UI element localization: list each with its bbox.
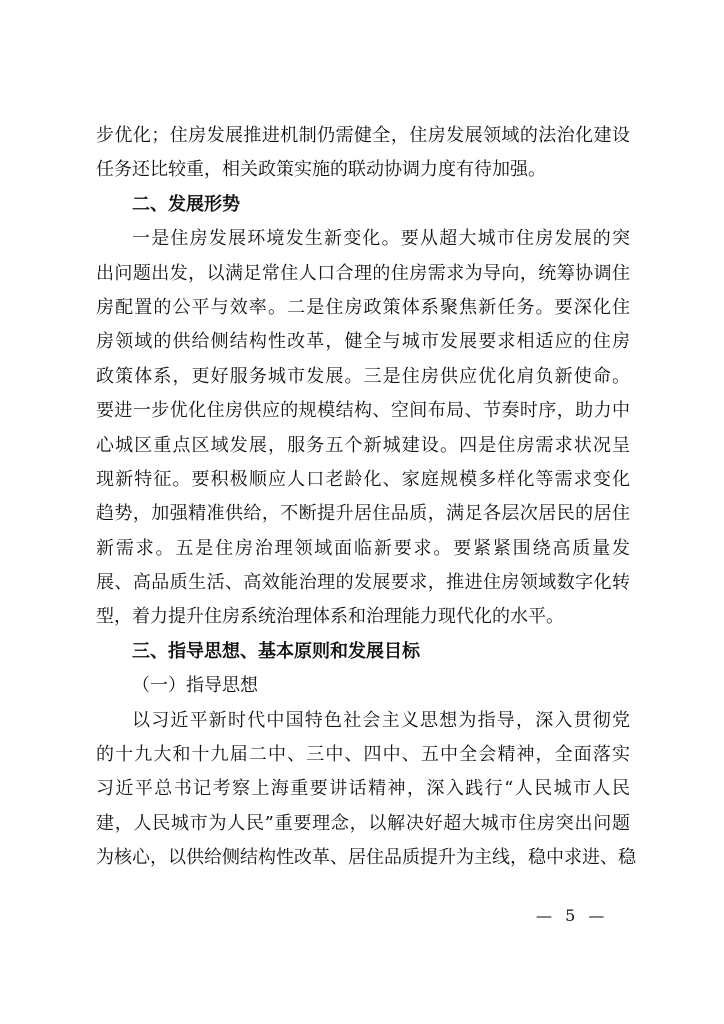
paragraph-line: 趋势，加强精准供给，不断提升居住品质，满足各层次居民的居住 [96, 503, 630, 525]
paragraph-line: 展、高品质生活、高效能治理的发展要求，推进住房领域数字化转 [96, 572, 630, 594]
paragraph-line: 一是住房发展环境发生新变化。要从超大城市住房发展的突 [132, 228, 630, 250]
paragraph-line: 建，人民城市为人民”重要理念，以解决好超大城市住房突出问题 [96, 812, 630, 834]
subsection-heading-guiding-ideology: （一）指导思想 [132, 675, 258, 697]
section-heading-guiding-ideology-principles-goals: 三、指导思想、基本原则和发展目标 [132, 640, 420, 662]
page-number: — 5 — [536, 906, 609, 925]
paragraph-line: 心城区重点区域发展，服务五个新城建设。四是住房需求状况呈 [96, 434, 630, 456]
paragraph-line: 习近平总书记考察上海重要讲话精神，深入践行“人民城市人民 [96, 778, 630, 800]
paragraph-line: 的十九大和十九届二中、三中、四中、五中全会精神，全面落实 [96, 744, 630, 766]
paragraph-line: 房配置的公平与效率。二是住房政策体系聚焦新任务。要深化住 [96, 296, 630, 318]
section-heading-development-situation: 二、发展形势 [132, 193, 240, 215]
paragraph-line: 以习近平新时代中国特色社会主义思想为指导，深入贯彻党 [132, 709, 630, 731]
paragraph-line: 新需求。五是住房治理领域面临新要求。要紧紧围绕高质量发 [96, 537, 630, 559]
paragraph-line: 出问题出发，以满足常住人口合理的住房需求为导向，统筹协调住 [96, 262, 630, 284]
paragraph-line: 政策体系，更好服务城市发展。三是住房供应优化肩负新使命。 [96, 365, 630, 387]
paragraph-line: 任务还比较重，相关政策实施的联动协调力度有待加强。 [96, 159, 546, 181]
paragraph-line: 要进一步优化住房供应的规模结构、空间布局、节奏时序，助力中 [96, 400, 630, 422]
paragraph-line: 步优化；住房发展推进机制仍需健全，住房发展领域的法治化建设 [96, 125, 630, 146]
paragraph-line: 现新特征。要积极顺应人口老龄化、家庭规模多样化等需求变化 [96, 468, 630, 490]
paragraph-line: 为核心，以供给侧结构性改革、居住品质提升为主线，稳中求进、稳 [96, 847, 636, 869]
document-body [96, 119, 636, 876]
paragraph-line: 型，着力提升住房系统治理体系和治理能力现代化的水平。 [96, 606, 564, 628]
paragraph-line: 房领域的供给侧结构性改革，健全与城市发展要求相适应的住房 [96, 331, 630, 353]
